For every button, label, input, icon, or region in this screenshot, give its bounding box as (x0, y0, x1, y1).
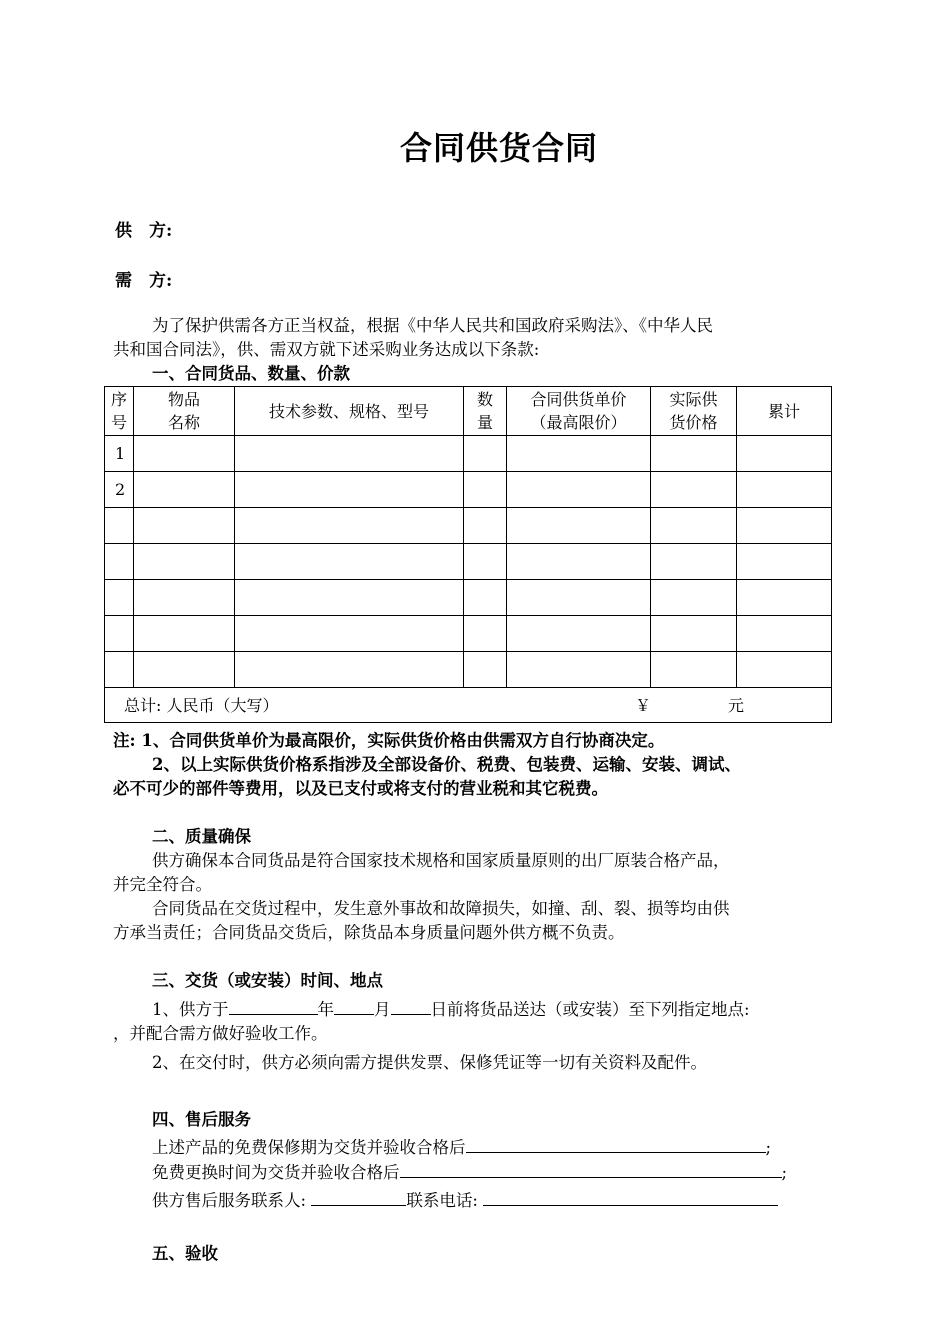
quality-p2-line-2: 方承当责任；合同货品交货后，除货品本身质量问题外供方概不负责。 (113, 923, 625, 942)
table-row (105, 508, 832, 544)
table-cell[interactable] (464, 508, 507, 544)
quality-p1-line-2: 并完全符合。 (113, 875, 212, 894)
table-cell[interactable] (235, 616, 464, 652)
table-cell[interactable] (235, 508, 464, 544)
header-unit-price: 合同供货单价 （最高限价） (507, 387, 651, 436)
table-row (105, 472, 832, 508)
delivery-item-1-cont: ，并配合需方做好验收工作。 (113, 1024, 328, 1043)
quality-p1-line-1: 供方确保本合同货品是符合国家技术规格和国家质量原则的出厂原装合格产品， (152, 851, 730, 870)
section-3-heading: 三、交货（或安装）时间、地点 (152, 971, 383, 990)
table-cell[interactable] (464, 436, 507, 472)
table-cell[interactable] (737, 436, 832, 472)
row-number: 1 (105, 436, 134, 472)
table-cell[interactable] (507, 616, 651, 652)
table-cell[interactable] (507, 652, 651, 688)
table-cell[interactable] (651, 508, 737, 544)
table-cell[interactable] (235, 544, 464, 580)
intro-line-2: 共和国合同法》，供、需双方就下述采购业务达成以下条款: (113, 340, 540, 359)
table-cell[interactable] (134, 472, 235, 508)
table-cell[interactable] (651, 652, 737, 688)
table-cell[interactable] (737, 652, 832, 688)
table-cell[interactable] (235, 652, 464, 688)
table-cell[interactable] (464, 616, 507, 652)
table-header-row (105, 387, 832, 436)
table-cell[interactable] (651, 436, 737, 472)
table-cell[interactable] (737, 544, 832, 580)
table-row (105, 616, 832, 652)
table-row (105, 652, 832, 688)
table-cell[interactable] (651, 472, 737, 508)
goods-table (104, 386, 832, 723)
section-1-heading: 一、合同货品、数量、价款 (152, 364, 350, 383)
warranty-line: 上述产品的免费保修期为交货并验收合格后 ; (152, 1134, 771, 1158)
row-number (105, 652, 134, 688)
header-item-name: 物品 名称 (134, 387, 235, 436)
quality-p2-line-1: 合同货品在交货过程中，发生意外事故和故障损失，如撞、刮、裂、损等均由供 (152, 899, 730, 918)
header-total: 累计 (737, 387, 832, 436)
table-cell[interactable] (737, 580, 832, 616)
table-cell[interactable] (507, 436, 651, 472)
table-cell[interactable] (507, 544, 651, 580)
table-cell[interactable] (134, 616, 235, 652)
table-row (105, 544, 832, 580)
header-qty: 数 量 (464, 387, 507, 436)
table-cell[interactable] (507, 580, 651, 616)
total-label: 总计: 人民币（大写） (124, 696, 279, 715)
table-cell[interactable] (464, 544, 507, 580)
table-cell[interactable] (464, 580, 507, 616)
table-cell[interactable] (507, 508, 651, 544)
warranty-period-blank[interactable] (466, 1134, 766, 1153)
contact-line: 供方售后服务联系人: 联系电话: (152, 1187, 778, 1211)
table-cell[interactable] (134, 544, 235, 580)
section-4-heading: 四、售后服务 (152, 1110, 251, 1129)
table-cell[interactable] (235, 472, 464, 508)
table-cell[interactable] (737, 508, 832, 544)
table-cell[interactable] (464, 652, 507, 688)
section-5-heading: 五、验收 (152, 1244, 218, 1263)
yuan-unit: 元 (728, 696, 745, 715)
yuan-symbol: ￥ (635, 696, 652, 715)
row-number (105, 544, 134, 580)
buyer-label: 需 方: (115, 271, 173, 291)
day-blank[interactable] (391, 996, 431, 1015)
year-blank[interactable] (229, 996, 318, 1015)
note-2-line-1: 2、以上实际供货价格系指涉及全部设备价、税费、包装费、运输、安装、调试、 (152, 755, 741, 774)
table-cell[interactable] (507, 472, 651, 508)
note-1: 注: 1、合同供货单价为最高限价，实际供货价格由供需双方自行协商决定。 (113, 731, 665, 750)
month-blank[interactable] (334, 996, 374, 1015)
table-cell[interactable] (235, 436, 464, 472)
page-title: 合同供货合同 (399, 129, 598, 167)
table-cell[interactable] (464, 472, 507, 508)
table-cell[interactable] (651, 616, 737, 652)
table-total-row (105, 688, 832, 723)
header-actual-price: 实际供 货价格 (651, 387, 737, 436)
table-cell[interactable] (134, 580, 235, 616)
table-cell[interactable] (651, 544, 737, 580)
row-number (105, 508, 134, 544)
row-number: 2 (105, 472, 134, 508)
table-cell[interactable] (134, 436, 235, 472)
table-cell[interactable] (651, 580, 737, 616)
row-number (105, 580, 134, 616)
table-cell[interactable] (134, 652, 235, 688)
replacement-line: 免费更换时间为交货并验收合格后 ; (152, 1159, 787, 1183)
table-cell[interactable] (235, 580, 464, 616)
table-cell[interactable] (737, 616, 832, 652)
total-cell (105, 688, 832, 723)
note-2-line-2: 必不可少的部件等费用，以及已支付或将支付的营业税和其它税费。 (113, 779, 608, 798)
table-row (105, 580, 832, 616)
intro-line-1: 为了保护供需各方正当权益，根据《中华人民共和国政府采购法》、《中华人民 (152, 316, 713, 335)
row-number (105, 616, 134, 652)
table-row (105, 436, 832, 472)
table-cell[interactable] (134, 508, 235, 544)
contact-phone-blank[interactable] (483, 1187, 778, 1206)
contact-person-blank[interactable] (311, 1187, 406, 1206)
delivery-item-1: 1、供方于 年 月 日前将货品送达（或安装）至下列指定地点: (152, 996, 750, 1020)
delivery-item-2: 2、在交付时，供方必须向需方提供发票、保修凭证等一切有关资料及配件。 (152, 1053, 707, 1072)
header-spec: 技术参数、规格、型号 (235, 387, 464, 436)
section-2-heading: 二、质量确保 (152, 827, 251, 846)
header-seq: 序 号 (105, 387, 134, 436)
supplier-label: 供 方: (115, 221, 173, 241)
table-cell[interactable] (737, 472, 832, 508)
replacement-period-blank[interactable] (400, 1159, 782, 1178)
